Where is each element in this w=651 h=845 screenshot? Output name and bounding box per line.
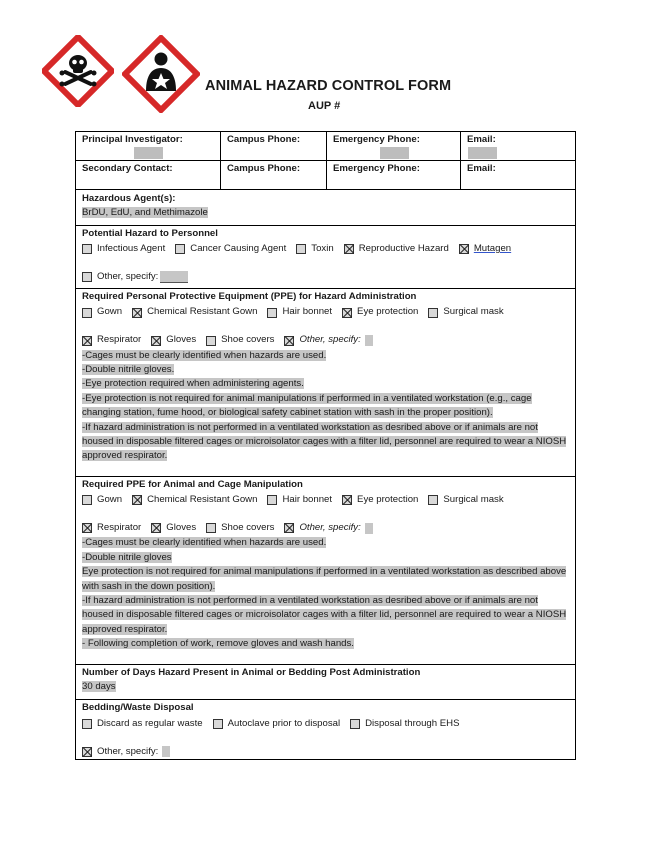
option-label: Respirator bbox=[97, 522, 142, 534]
potential-hazard-label: Potential Hazard to Personnel bbox=[82, 227, 218, 239]
bedding-disposal-section bbox=[76, 700, 575, 758]
ppe-administration-section bbox=[76, 289, 575, 477]
secondary-contact-cell bbox=[76, 161, 221, 189]
option-label: Gloves bbox=[166, 334, 197, 346]
note-line: -If hazard administration is not performed in a ventilated workstation as desribed above or if animals are not housed in disposable filtered cages or microisolator cages with a filter lid, personnel are required to wear a NIOSH approved respirator. bbox=[82, 421, 567, 462]
option-reproductive-hazard[interactable] bbox=[344, 242, 449, 256]
option-label: Infectious Agent bbox=[97, 243, 166, 255]
checkbox[interactable] bbox=[82, 272, 92, 282]
toxic-skull-hazard-icon bbox=[42, 35, 114, 107]
option-label: Surgical mask bbox=[443, 494, 504, 506]
campus-phone-label: Campus Phone: bbox=[227, 163, 301, 174]
checkbox-checked[interactable] bbox=[284, 336, 294, 346]
option-label: Mutagen bbox=[473, 243, 512, 255]
potential-hazard-options bbox=[82, 242, 569, 256]
hazardous-agents-label: Hazardous Agent(s): bbox=[82, 193, 176, 204]
checkbox-checked[interactable] bbox=[342, 308, 352, 318]
email-label: Email: bbox=[467, 163, 496, 174]
other-specify-field[interactable] bbox=[365, 523, 373, 534]
option-shoe-covers[interactable] bbox=[206, 521, 274, 535]
other-specify-field[interactable] bbox=[162, 746, 170, 757]
option-label: Gown bbox=[97, 306, 123, 318]
checkbox[interactable] bbox=[428, 495, 438, 505]
option-label: Surgical mask bbox=[443, 306, 504, 318]
checkbox-checked[interactable] bbox=[344, 244, 354, 254]
option-autoclave[interactable] bbox=[213, 717, 341, 731]
checkbox[interactable] bbox=[296, 244, 306, 254]
option-label: Shoe covers bbox=[221, 522, 275, 534]
note-line: - Following completion of work, remove gloves and wash hands. bbox=[82, 638, 354, 650]
bedding-disposal-label: Bedding/Waste Disposal bbox=[82, 702, 194, 714]
ppe-admin-options-1 bbox=[82, 306, 569, 320]
option-label: Other, specify: bbox=[299, 522, 361, 534]
option-ehs-disposal[interactable] bbox=[350, 717, 459, 731]
checkbox[interactable] bbox=[206, 523, 216, 533]
option-mutagen[interactable] bbox=[459, 242, 511, 256]
option-surgical-mask[interactable] bbox=[428, 305, 503, 319]
option-label: Other, specify: bbox=[97, 745, 159, 757]
ppe-cage-notes[interactable] bbox=[82, 536, 569, 651]
checkbox-checked[interactable] bbox=[132, 308, 142, 318]
aup-number-label: AUP # bbox=[308, 100, 341, 112]
checkbox[interactable] bbox=[82, 719, 92, 729]
hazard-control-form bbox=[75, 131, 576, 760]
potential-hazard-section bbox=[76, 226, 575, 289]
checkbox[interactable] bbox=[175, 244, 185, 254]
option-label: Shoe covers bbox=[221, 334, 275, 346]
option-infectious-agent[interactable] bbox=[82, 242, 165, 256]
option-other[interactable] bbox=[82, 270, 188, 284]
option-other[interactable] bbox=[284, 521, 372, 535]
emergency-phone-label: Emergency Phone: bbox=[333, 134, 420, 145]
campus-phone-cell-2 bbox=[221, 161, 327, 189]
option-label: Hair bonnet bbox=[282, 306, 333, 318]
email-field[interactable] bbox=[468, 147, 497, 159]
option-surgical-mask[interactable] bbox=[428, 493, 503, 507]
option-cancer-causing-agent[interactable] bbox=[175, 242, 286, 256]
option-label: Eye protection bbox=[357, 494, 419, 506]
email-label: Email: bbox=[467, 134, 496, 145]
option-label: Autoclave prior to disposal bbox=[227, 717, 341, 729]
hazardous-agents-value[interactable]: BrDU, EdU, and Methimazole bbox=[82, 207, 208, 219]
option-toxin[interactable] bbox=[296, 242, 333, 256]
bedding-options bbox=[82, 717, 569, 731]
campus-phone-cell-1 bbox=[221, 132, 327, 160]
option-label: Other, specify: bbox=[97, 271, 159, 283]
option-eye-protection[interactable] bbox=[342, 305, 418, 319]
option-label: Discard as regular waste bbox=[97, 717, 203, 729]
note-line: -Cages must be clearly identified when hazards are used. bbox=[82, 537, 327, 549]
option-respirator[interactable] bbox=[82, 333, 141, 347]
checkbox-checked[interactable] bbox=[459, 244, 469, 254]
option-discard-regular[interactable] bbox=[82, 717, 203, 731]
pi-cell bbox=[76, 132, 221, 160]
note-line: -If hazard administration is not performed in a ventilated workstation as desribed above or if animals are not housed in disposable filtered cages or microisolator cages with a filter lid, personnel are required to wear a NIOSH approved respirator. bbox=[82, 594, 567, 635]
option-label: Disposal through EHS bbox=[365, 717, 460, 729]
checkbox[interactable] bbox=[350, 719, 360, 729]
ppe-admin-options-2 bbox=[82, 334, 569, 348]
option-gloves[interactable] bbox=[151, 333, 196, 347]
note-line: -Eye protection is not required for animal manipulations if performed in a ventilated workstation (e.g., cage changing station, fume hood, or biological safety cabinet station with sash in the proper position). bbox=[82, 392, 532, 419]
option-label: Respirator bbox=[97, 334, 142, 346]
checkbox[interactable] bbox=[267, 308, 277, 318]
ppe-cage-options-2 bbox=[82, 521, 569, 535]
note-line: -Cages must be clearly identified when hazards are used. bbox=[82, 349, 327, 361]
note-line: Eye protection is not required for animal manipulations if performed in a ventilated workstation as described above with sash in the down position). bbox=[82, 566, 567, 592]
ppe-administration-label: Required Personal Protective Equipment (PPE) for Hazard Administration bbox=[82, 291, 417, 303]
email-cell-2 bbox=[461, 161, 575, 189]
ppe-cage-options-1 bbox=[82, 493, 569, 507]
ppe-cage-label: Required PPE for Animal and Cage Manipulation bbox=[82, 478, 303, 490]
option-eye-protection[interactable] bbox=[342, 493, 418, 507]
checkbox-checked[interactable] bbox=[342, 495, 352, 505]
checkbox[interactable] bbox=[213, 719, 223, 729]
days-hazard-label: Number of Days Hazard Present in Animal or Bedding Post Administration bbox=[82, 666, 421, 678]
option-gloves[interactable] bbox=[151, 521, 196, 535]
option-label: Other, specify: bbox=[299, 334, 361, 346]
note-line: -Eye protection required when administering agents. bbox=[82, 378, 304, 390]
emergency-phone-field[interactable] bbox=[380, 147, 409, 159]
option-gown[interactable] bbox=[82, 493, 122, 507]
checkbox[interactable] bbox=[82, 244, 92, 254]
contacts-row-primary bbox=[76, 132, 575, 161]
option-label: Hair bonnet bbox=[282, 494, 333, 506]
checkbox[interactable] bbox=[82, 308, 92, 318]
option-label: Gloves bbox=[166, 522, 197, 534]
checkbox-checked[interactable] bbox=[151, 523, 161, 533]
option-hair-bonnet[interactable] bbox=[267, 305, 332, 319]
checkbox-checked[interactable] bbox=[151, 336, 161, 346]
contacts-row-secondary bbox=[76, 161, 575, 190]
checkbox-checked[interactable] bbox=[82, 747, 92, 757]
other-specify-field[interactable] bbox=[365, 335, 373, 346]
option-other[interactable] bbox=[82, 745, 170, 759]
form-title: ANIMAL HAZARD CONTROL FORM bbox=[205, 78, 452, 94]
option-other[interactable] bbox=[284, 333, 372, 347]
option-hair-bonnet[interactable] bbox=[267, 493, 332, 507]
option-label: Gown bbox=[97, 494, 123, 506]
other-specify-field[interactable] bbox=[160, 271, 188, 283]
days-hazard-value[interactable]: 30 days bbox=[82, 680, 116, 692]
hazardous-agents-section bbox=[76, 190, 575, 226]
option-respirator[interactable] bbox=[82, 521, 141, 535]
emergency-phone-cell-2 bbox=[327, 161, 461, 189]
days-hazard-section bbox=[76, 665, 575, 701]
checkbox-checked[interactable] bbox=[284, 523, 294, 533]
option-label: Toxin bbox=[311, 243, 334, 255]
pi-label: Principal Investigator: bbox=[82, 134, 183, 145]
option-label: Chemical Resistant Gown bbox=[147, 306, 258, 318]
note-line: -Double nitrile gloves bbox=[82, 551, 172, 563]
checkbox[interactable] bbox=[206, 336, 216, 346]
checkbox-checked[interactable] bbox=[82, 523, 92, 533]
checkbox-checked[interactable] bbox=[82, 336, 92, 346]
option-label: Chemical Resistant Gown bbox=[147, 494, 258, 506]
emergency-phone-cell-1 bbox=[327, 132, 461, 160]
option-label: Eye protection bbox=[357, 306, 419, 318]
ppe-admin-notes[interactable] bbox=[82, 349, 569, 464]
checkbox[interactable] bbox=[82, 495, 92, 505]
health-hazard-icon bbox=[122, 35, 200, 113]
option-gown[interactable] bbox=[82, 305, 122, 319]
pi-field[interactable] bbox=[134, 147, 163, 159]
bedding-other bbox=[82, 745, 569, 759]
checkbox[interactable] bbox=[267, 495, 277, 505]
potential-hazard-other bbox=[82, 270, 569, 284]
option-label: Reproductive Hazard bbox=[358, 243, 449, 255]
option-chemical-resistant-gown[interactable] bbox=[132, 493, 257, 507]
checkbox[interactable] bbox=[428, 308, 438, 318]
option-chemical-resistant-gown[interactable] bbox=[132, 305, 257, 319]
checkbox-checked[interactable] bbox=[132, 495, 142, 505]
secondary-contact-label: Secondary Contact: bbox=[82, 163, 173, 174]
ppe-cage-section bbox=[76, 477, 575, 665]
emergency-phone-label: Emergency Phone: bbox=[333, 163, 420, 174]
note-line: -Double nitrile gloves. bbox=[82, 364, 175, 376]
option-shoe-covers[interactable] bbox=[206, 333, 274, 347]
email-cell-1 bbox=[461, 132, 575, 160]
option-label: Cancer Causing Agent bbox=[190, 243, 287, 255]
campus-phone-label: Campus Phone: bbox=[227, 134, 301, 145]
